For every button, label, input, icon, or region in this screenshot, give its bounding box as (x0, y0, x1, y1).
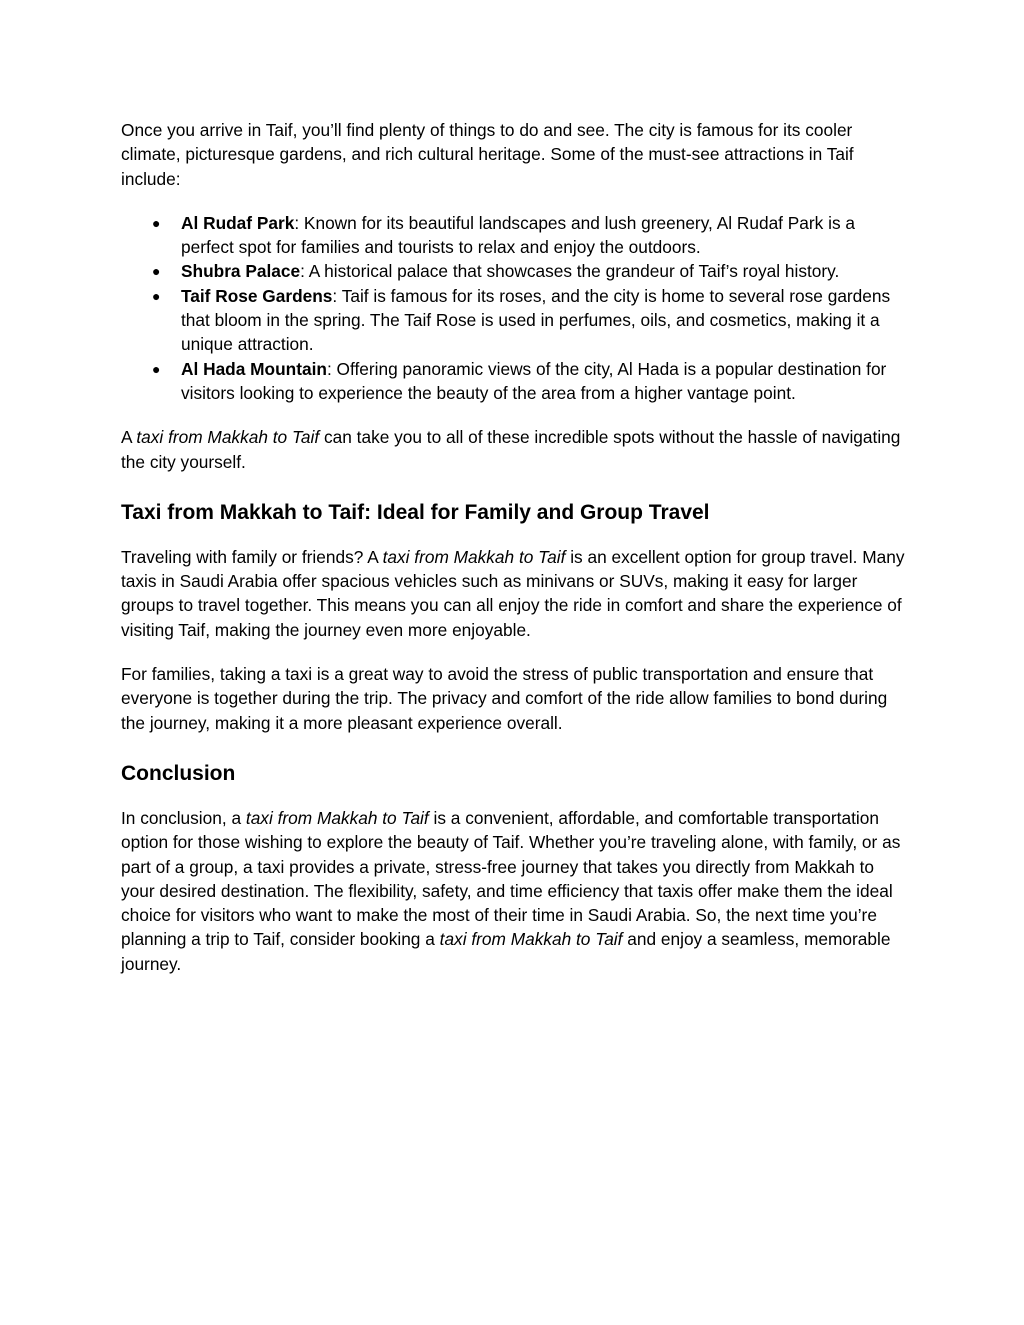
list-item (121, 211, 906, 260)
attraction-name: Al Hada Mountain (181, 358, 327, 379)
conclusion-emphasis-2: taxi from Makkah to Taif (439, 929, 623, 950)
list-item (121, 357, 906, 406)
attraction-description: : Offering panoramic views of the city, Al Hada is a popular destination for visitors looking to experience the beauty of the area from a higher vantage point. (181, 358, 887, 403)
conclusion-paragraph (121, 806, 906, 976)
spots-emphasis: taxi from Makkah to Taif (136, 427, 320, 448)
intro-paragraph: Once you arrive in Taif, you’ll find plenty of things to do and see. The city is famous for its cooler climate, picturesque gardens, and rich cultural heritage. Some of the must-see attractions in Taif include: (121, 120, 854, 189)
bullet-icon: ● (152, 287, 161, 304)
conclusion-text-pre: In conclusion, a (121, 807, 246, 828)
conclusion-heading: Conclusion (121, 761, 236, 785)
attraction-name: Al Rudaf Park (181, 212, 295, 233)
attraction-description: : Known for its beautiful landscapes and lush greenery, Al Rudaf Park is a perfect spot for families and tourists to relax and enjoy the outdoors. (181, 212, 856, 258)
attraction-name: Taif Rose Gardens (181, 285, 333, 306)
attractions-list (121, 211, 906, 405)
bullet-icon: ● (152, 214, 161, 231)
attraction-name: Shubra Palace (181, 261, 301, 282)
spots-text-pre: A (121, 427, 137, 448)
family-emphasis: taxi from Makkah to Taif (382, 546, 566, 567)
attraction-description: : Taif is famous for its roses, and the city is home to several rose gardens that bloom in the spring. The Taif Rose is used in perfumes, oils, and cosmetics, making it a unique attraction. (181, 285, 891, 355)
family-text-pre: Traveling with family or friends? A (121, 546, 383, 567)
bullet-icon: ● (152, 360, 161, 377)
conclusion-text-mid: is a convenient, affordable, and comfortable transportation option for those wishing to explore the beauty of Taif. Whether you’re traveling alone, with family, or as part of a group, a taxi provides a private, stress-free journey that takes you directly from Makkah to your desired destination. The flexibility, safety, and time efficiency that taxis offer make them the ideal choice for visitors who want to make the most of their time in Saudi Arabia. So, the next time you’re planning a trip to Taif, consider booking a (121, 807, 901, 950)
family-paragraph-2: For families, taking a taxi is a great way to avoid the stress of public transportation and ensure that everyone is together during the trip. The privacy and comfort of the ride allow families to bond during the journey, making it a more pleasant experience overall. (121, 664, 888, 733)
conclusion-text-post: and enjoy a seamless, memorable journey. (121, 929, 891, 974)
spots-paragraph (121, 425, 906, 474)
attraction-description: : A historical palace that showcases the grandeur of Taif’s royal history. (300, 261, 840, 282)
family-paragraph-1 (121, 545, 906, 642)
bullet-icon: ● (152, 263, 161, 280)
list-item (121, 284, 906, 357)
list-item (121, 259, 906, 283)
family-text-post: is an excellent option for group travel. Many taxis in Saudi Arabia offer spacious vehicles such as minivans or SUVs, making it easy for larger groups to travel together. This means you can all enjoy the ride in comfort and share the experience of visiting Taif, making the journey even more enjoyable. (121, 546, 905, 640)
spots-text-post: can take you to all of these incredible spots without the hassle of navigating the city yourself. (121, 427, 901, 472)
document-page (121, 118, 906, 976)
family-travel-heading: Taxi from Makkah to Taif: Ideal for Family and Group Travel (121, 500, 710, 524)
conclusion-emphasis-1: taxi from Makkah to Taif (245, 807, 429, 828)
